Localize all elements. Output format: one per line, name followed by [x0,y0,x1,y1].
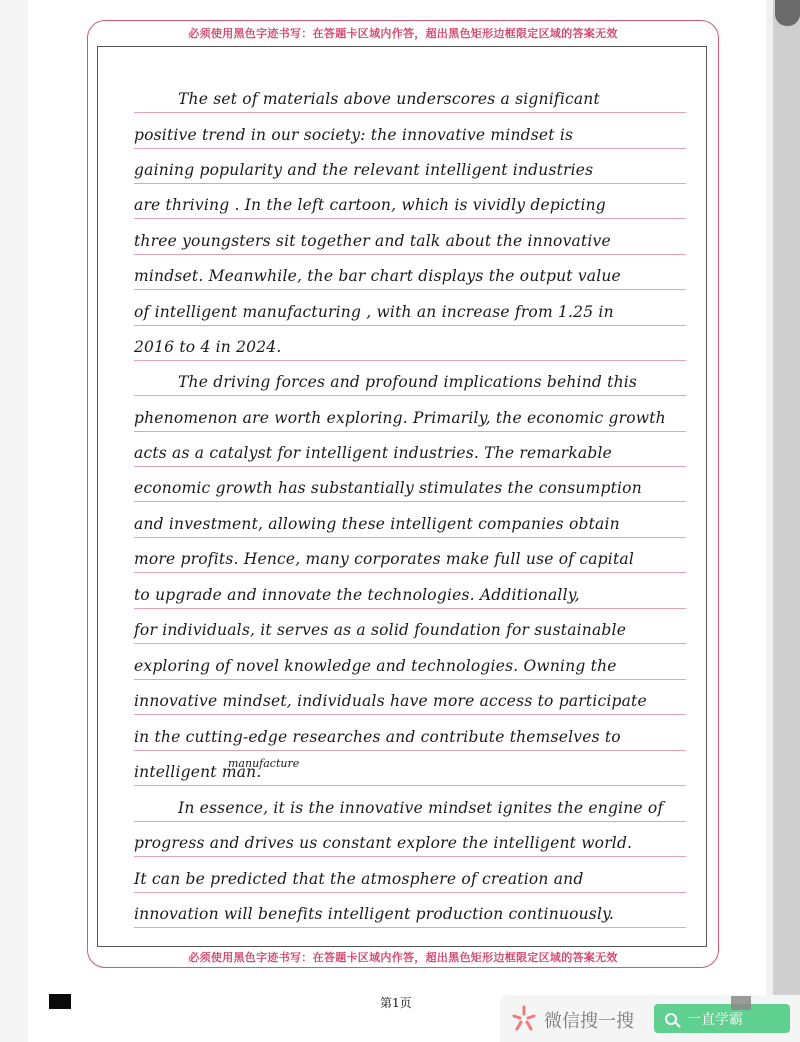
search-button-label: 一直学霸 [687,1011,743,1028]
essay-line: It can be predicted that the atmosphere of creation and [134,870,584,888]
ruled-line [134,714,686,715]
ruled-line [134,785,686,786]
ruled-line [134,218,686,219]
essay-line: The driving forces and profound implications behind this [178,373,638,391]
ruled-line [134,183,686,184]
ruled-line [134,608,686,609]
essay-line: in the cutting-edge researches and contribute themselves to [134,728,621,746]
ruled-line [134,679,686,680]
essay-line: progress and drives us constant explore the intelligent world. [134,834,633,852]
search-icon [665,1013,677,1025]
essay-line: The set of materials above underscores a significant [178,90,600,108]
page-number: 第1页 [380,996,412,1010]
essay-line: innovative mindset, individuals have more access to participate [134,692,647,710]
overlay-mark [731,996,751,1010]
ruled-line [134,501,686,502]
ruled-line [134,431,686,432]
essay-line: intelligent man. [134,763,262,781]
ruled-line [134,856,686,857]
essay-line: more profits. Hence, many corporates make full use of capital [134,550,634,568]
ruled-line [134,289,686,290]
essay-line: gaining popularity and the relevant intelligent industries [134,161,594,179]
essay-line: and investment, allowing these intelligent companies obtain [134,515,620,533]
insertion-note: manufacture [228,757,300,770]
ruled-line [134,892,686,893]
essay-line: exploring of novel knowledge and technologies. Owning the [134,657,617,675]
ruled-line [134,927,686,928]
scrollbar-thumb[interactable] [775,0,800,26]
essay-line: acts as a catalyst for intelligent industries. The remarkable [134,444,613,462]
registration-mark [49,994,71,1009]
wechat-search-button[interactable] [654,1004,790,1033]
essay-line: innovation will benefits intelligent production continuously. [134,905,615,923]
wechat-search-prompt: 微信搜一搜 [544,1011,634,1032]
scrollbar-rail[interactable] [773,0,800,1042]
essay-line: economic growth has substantially stimulates the consumption [134,479,642,497]
essay-line: In essence, it is the innovative mindset ignites the engine of [178,799,664,817]
wechat-search-logo-icon [510,1004,538,1032]
ruled-line [134,750,686,751]
essay-line: three youngsters sit together and talk about the innovative [134,232,611,250]
ruled-line [134,395,686,396]
essay-line: positive trend in our society: the innovative mindset is [134,126,574,144]
ruled-line [134,148,686,149]
essay-line: for individuals, it serves as a solid foundation for sustainable [134,621,627,639]
ruled-line [134,325,686,326]
essay-line: to upgrade and innovate the technologies. Additionally, [134,586,580,604]
essay-line: of intelligent manufacturing , with an increase from 1.25 in [134,303,614,321]
essay-line: 2016 to 4 in 2024. [134,338,282,356]
ruled-line [134,112,686,113]
essay-line: mindset. Meanwhile, the bar chart displays the output value [134,267,621,285]
ruled-line [134,537,686,538]
warning-footer: 必须使用黑色字迹书写：在答题卡区域内作答，超出黑色矩形边框限定区域的答案无效 [188,951,618,964]
ruled-line [134,643,686,644]
warning-header: 必须使用黑色字迹书写：在答题卡区域内作答，超出黑色矩形边框限定区域的答案无效 [188,27,618,40]
essay-line: phenomenon are worth exploring. Primarily, the economic growth [134,409,666,427]
ruled-line [134,572,686,573]
essay-line: are thriving . In the left cartoon, which is vividly depicting [134,196,606,214]
ruled-line [134,254,686,255]
ruled-line [134,360,686,361]
ruled-line [134,466,686,467]
ruled-line [134,821,686,822]
